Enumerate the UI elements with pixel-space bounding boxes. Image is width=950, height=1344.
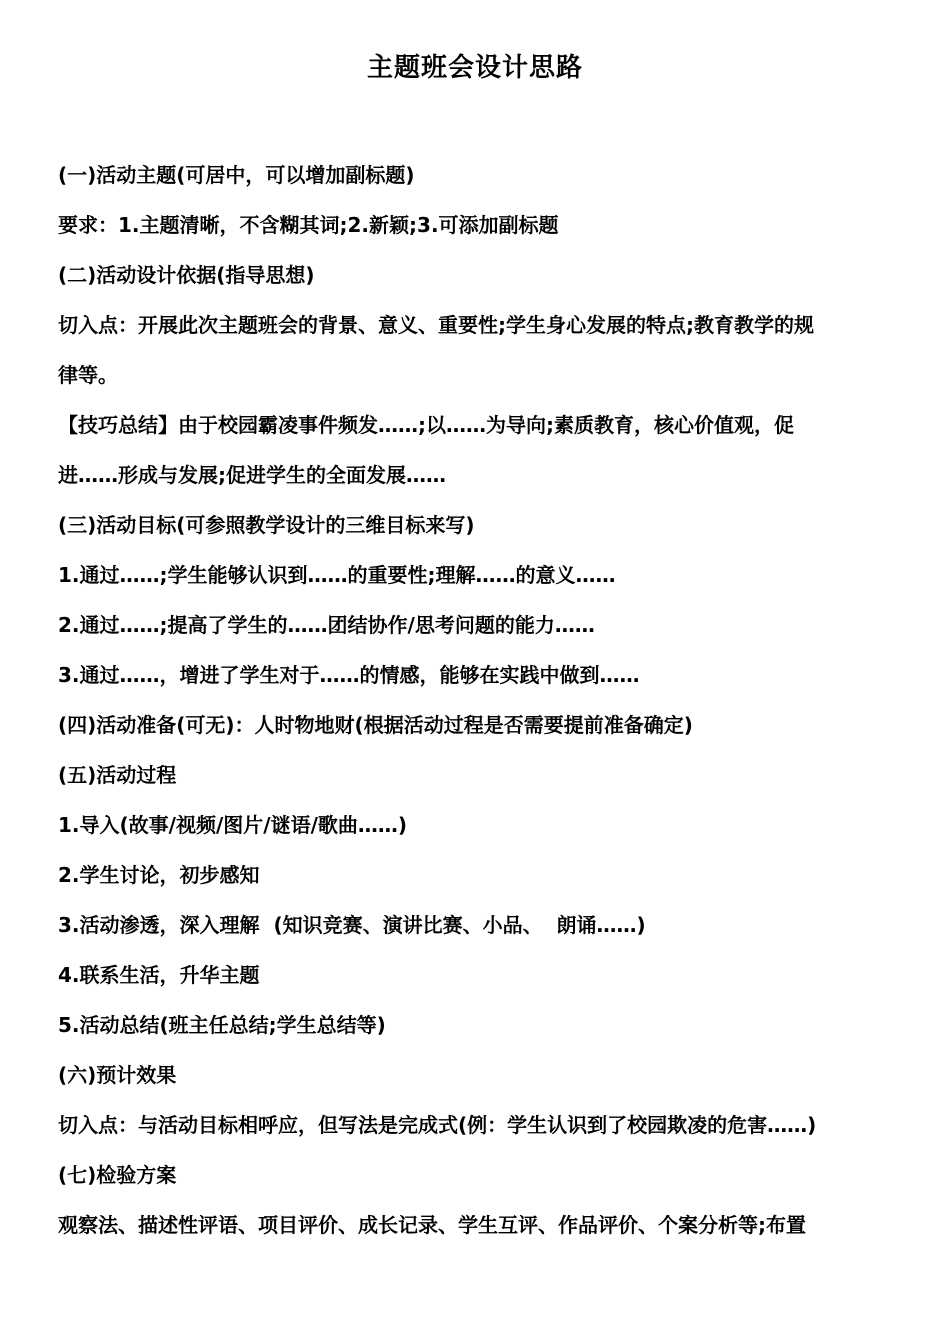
section-heading-5: (五)活动过程 (58, 763, 177, 787)
paragraph-line: 要求：1.主题清晰，不含糊其词;2.新颖;3.可添加副标题 (58, 213, 559, 237)
list-item: 2.通过……;提高了学生的……团结协作/思考问题的能力…… (58, 613, 595, 637)
list-item: 1.导入(故事/视频/图片/谜语/歌曲……) (58, 813, 408, 837)
list-item: 1.通过……;学生能够认识到……的重要性;理解……的意义…… (58, 563, 616, 587)
list-item: 3.通过……，增进了学生对于……的情感，能够在实践中做到…… (58, 663, 640, 687)
paragraph-line: 切入点：与活动目标相呼应，但写法是完成式(例：学生认识到了校园欺凌的危害……) (58, 1113, 817, 1137)
paragraph-line: 观察法、描述性评语、项目评价、成长记录、学生互评、作品评价、个案分析等;布置 (58, 1213, 806, 1237)
page-title: 主题班会设计思路 (366, 53, 583, 83)
paragraph-line: 律等。 (58, 363, 118, 387)
section-heading-3: (三)活动目标(可参照教学设计的三维目标来写) (58, 513, 475, 537)
paragraph-line: 切入点：开展此次主题班会的背景、意义、重要性;学生身心发展的特点;教育教学的规 (58, 313, 814, 337)
list-item: 3.活动渗透，深入理解 (知识竞赛、演讲比赛、小品、 朗诵……) (58, 913, 646, 937)
list-item: 5.活动总结(班主任总结;学生总结等) (58, 1013, 386, 1037)
section-heading-6: (六)预计效果 (58, 1063, 177, 1087)
section-heading-2: (二)活动设计依据(指导思想) (58, 263, 315, 287)
list-item: 2.学生讨论，初步感知 (58, 863, 260, 887)
tips-summary-line: 【技巧总结】由于校园霸凌事件频发……;以……为导向;素质教育，核心价值观，促 (58, 413, 794, 437)
section-heading-7: (七)检验方案 (58, 1163, 177, 1187)
list-item: 4.联系生活，升华主题 (58, 963, 260, 987)
section-heading-1: (一)活动主题(可居中，可以增加副标题) (58, 163, 415, 187)
tips-summary-line: 进……形成与发展;促进学生的全面发展…… (58, 463, 446, 487)
section-heading-4: (四)活动准备(可无)：人时物地财(根据活动过程是否需要提前准备确定) (58, 713, 693, 737)
